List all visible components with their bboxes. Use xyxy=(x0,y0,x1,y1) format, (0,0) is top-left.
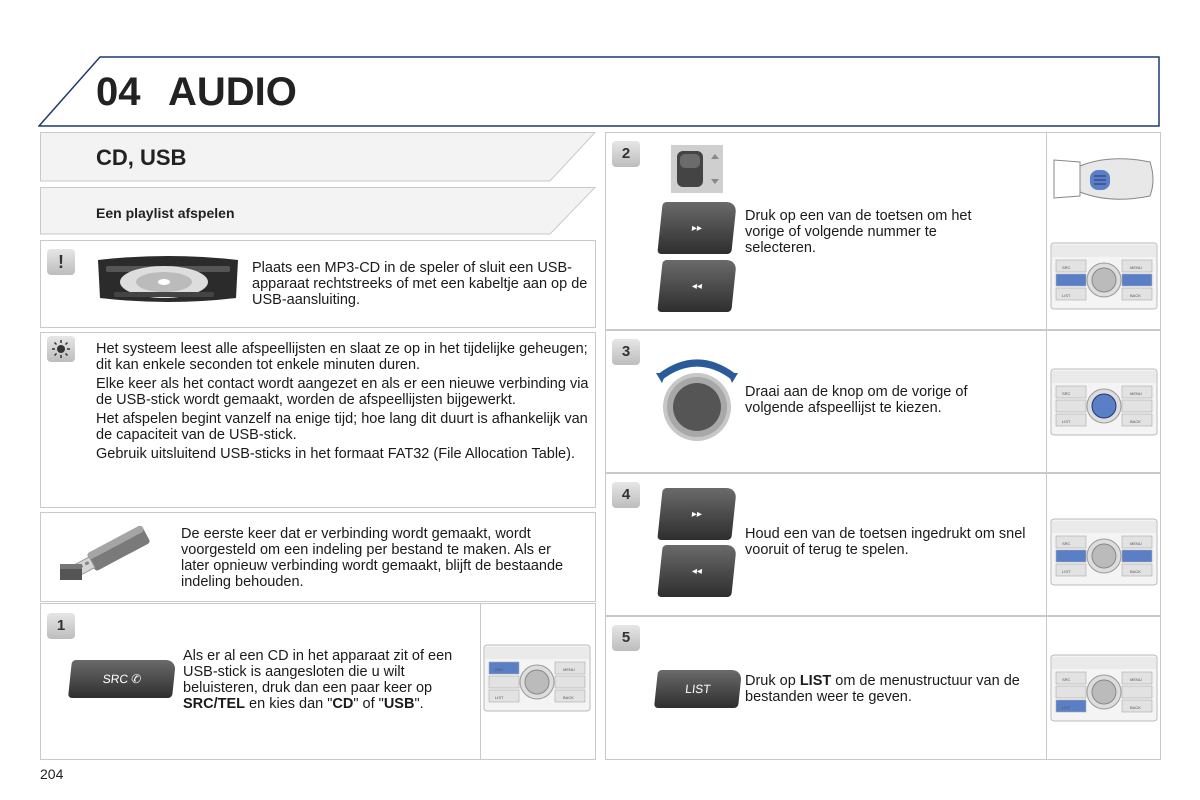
info-paragraph: Het systeem leest alle afspeellijsten en slaat ze op in het tijdelijke geheugen; dit kan enkele seconden tot enkele minuten duren. xyxy=(96,341,588,373)
svg-text:MENU: MENU xyxy=(1130,265,1142,270)
info-lightbulb-icon xyxy=(47,336,75,362)
chapter-title: AUDIO xyxy=(168,70,297,114)
svg-text:SRC: SRC xyxy=(1062,541,1071,546)
step5-bold: LIST xyxy=(799,673,832,689)
warning-text: Plaats een MP3-CD in de speler of sluit een USB-apparaat rechtstreeks of met een kabeltje aan op de USB-aansluiting. xyxy=(252,260,588,308)
list-button[interactable] xyxy=(654,670,742,708)
step1-text-part: " of " xyxy=(353,696,384,712)
step-number-badge: 2 xyxy=(612,141,640,167)
rewind-button[interactable] xyxy=(657,545,736,597)
step-number-badge: 4 xyxy=(612,482,640,508)
step1-bold: USB xyxy=(383,696,415,712)
step3-text: Draai aan de knop om de vorige of volgende afspeellijst te kiezen. xyxy=(745,384,968,416)
svg-text:LIST: LIST xyxy=(1062,569,1071,574)
step1-text-part: en kies dan " xyxy=(245,696,333,712)
svg-text:SRC: SRC xyxy=(1062,677,1071,682)
info-text-block xyxy=(96,341,590,465)
list-button-label: LIST xyxy=(684,682,712,696)
svg-text:BACK: BACK xyxy=(1130,705,1141,710)
section-title: CD, USB xyxy=(96,145,187,170)
steering-control-button-illustration xyxy=(671,145,723,193)
svg-text:BACK: BACK xyxy=(1130,293,1141,298)
next-track-button[interactable] xyxy=(657,202,736,254)
phone-icon: ✆ xyxy=(130,672,142,686)
rewind-icon: ◂◂ xyxy=(691,565,703,577)
step5-text-part: om de menustructuur van de bestanden weer te geven. xyxy=(745,673,1020,705)
svg-text:LIST: LIST xyxy=(1062,293,1071,298)
svg-text:MENU: MENU xyxy=(1130,677,1142,682)
section-subtitle: Een playlist afspelen xyxy=(96,205,235,221)
chapter-number: 04 xyxy=(96,70,141,114)
cd-player-illustration xyxy=(94,254,242,304)
info-paragraph: Elke keer als het contact wordt aangezet en als er een nieuwe verbinding via de USB-stick wordt gemaakt, worden de afspeellijsten bijgewerkt. xyxy=(96,376,589,408)
svg-text:MENU: MENU xyxy=(563,667,575,672)
src-button[interactable] xyxy=(68,660,176,698)
step5-text-part: Druk op xyxy=(745,673,800,689)
radio-panel-thumbnail xyxy=(1050,654,1158,722)
step5-text xyxy=(745,673,1040,705)
radio-panel-thumbnail xyxy=(1050,368,1158,436)
svg-text:MENU: MENU xyxy=(1130,541,1142,546)
step4-text: Houd een van de toetsen ingedrukt om snel vooruit of terug te spelen. xyxy=(745,526,1026,558)
fast-forward-icon: ▸▸ xyxy=(691,222,703,234)
svg-text:SRC: SRC xyxy=(495,667,504,672)
svg-text:BACK: BACK xyxy=(1130,569,1141,574)
step1-bold: CD xyxy=(332,696,354,712)
info-paragraph: Gebruik uitsluitend USB-sticks in het formaat FAT32 (File Allocation Table). xyxy=(96,446,575,462)
svg-text:LIST: LIST xyxy=(1062,705,1071,710)
warning-icon: ! xyxy=(47,249,75,275)
fast-forward-icon: ▸▸ xyxy=(691,508,703,520)
rotary-knob-illustration[interactable] xyxy=(656,355,738,443)
svg-text:SRC: SRC xyxy=(1062,265,1071,270)
step1-text-part: Als er al een CD in het apparaat zit of een USB-stick is aangesloten die u wilt beluisteren, druk dan een paar keer op xyxy=(183,648,453,696)
fast-forward-button[interactable] xyxy=(657,488,736,540)
step1-text xyxy=(183,648,473,712)
radio-panel-thumbnail xyxy=(1050,518,1158,586)
step1-bold: SRC/TEL xyxy=(183,696,246,712)
svg-text:LIST: LIST xyxy=(495,695,504,700)
steering-stalk-illustration xyxy=(1050,152,1156,208)
svg-text:MENU: MENU xyxy=(1130,391,1142,396)
src-button-label: SRC xyxy=(102,672,129,686)
usb-text: De eerste keer dat er verbinding wordt gemaakt, wordt voorgesteld om een indeling per bestand te maken. Als er later opnieuw verbinding wordt gemaakt, blijft de bestaande indeling behouden. xyxy=(181,526,564,590)
info-paragraph: Het afspelen begint vanzelf na enige tijd; hoe lang dit duurt is afhankelijk van de capaciteit van de USB-stick. xyxy=(96,411,588,443)
radio-panel-thumbnail xyxy=(1050,242,1158,310)
page-number: 204 xyxy=(40,766,64,782)
step-number-badge: 5 xyxy=(612,625,640,651)
svg-text:BACK: BACK xyxy=(1130,419,1141,424)
svg-text:LIST: LIST xyxy=(1062,419,1071,424)
step1-text-part: ". xyxy=(414,696,424,712)
step-number-badge: 1 xyxy=(47,613,75,639)
usb-stick-illustration xyxy=(56,526,160,586)
step-number-badge: 3 xyxy=(612,339,640,365)
step2-text: Druk op een van de toetsen om het vorige of volgende nummer te selecteren. xyxy=(745,208,972,256)
previous-track-button[interactable] xyxy=(657,260,736,312)
svg-text:BACK: BACK xyxy=(563,695,574,700)
rewind-icon: ◂◂ xyxy=(691,280,703,292)
radio-panel-thumbnail xyxy=(483,644,591,712)
svg-text:SRC: SRC xyxy=(1062,391,1071,396)
